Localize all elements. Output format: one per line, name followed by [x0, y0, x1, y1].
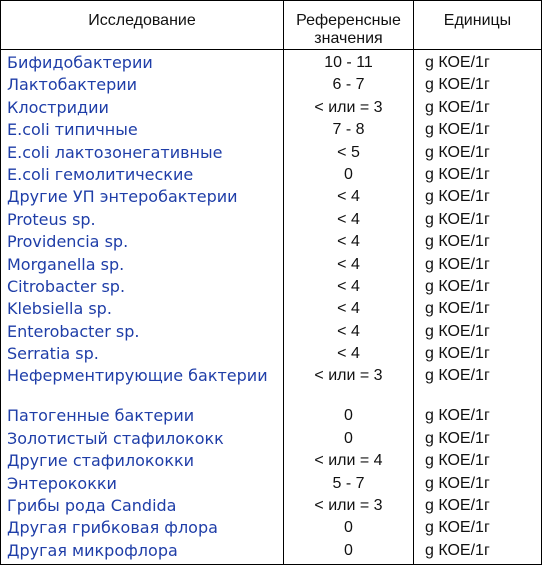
header-study: Исследование: [88, 12, 196, 29]
row-name: E.coli гемолитические: [7, 164, 194, 184]
row-name: Энтерококки: [7, 473, 117, 493]
row-unit: g КОЕ/1г: [425, 474, 490, 492]
row-reference-value: < 4: [337, 188, 360, 206]
row-reference-value: < 4: [337, 300, 360, 318]
row-name: Неферментирующие бактерии: [7, 366, 268, 386]
row-name: Serratia sp.: [7, 344, 99, 364]
table-row: [1, 165, 541, 187]
row-unit: g КОЕ/1г: [425, 165, 490, 183]
table-row: [1, 53, 541, 75]
row-name: Золотистый стафилококк: [7, 428, 224, 448]
row-reference-value: < 4: [337, 255, 360, 273]
table-row: [1, 210, 541, 232]
row-name: Другая микрофлора: [7, 540, 178, 560]
row-name: Лактобактерии: [7, 75, 138, 95]
row-name: Citrobacter sp.: [7, 276, 126, 296]
row-name: Другие стафилококки: [7, 451, 195, 471]
row-name: Klebsiella sp.: [7, 299, 112, 319]
row-name: Другие УП энтеробактерии: [7, 187, 238, 207]
row-reference-value: 7 - 8: [332, 121, 365, 139]
row-name: Патогенные бактерии: [7, 406, 195, 426]
table-row: [1, 187, 541, 209]
table-row: [1, 541, 541, 563]
row-unit: g КОЕ/1г: [425, 367, 490, 385]
row-reference-value: 0: [344, 407, 353, 425]
row-unit: g КОЕ/1г: [425, 322, 490, 340]
table-row: [1, 277, 541, 299]
row-name: E.coli лактозонегативные: [7, 142, 223, 162]
table-row: [1, 322, 541, 344]
table-header: [1, 1, 541, 50]
row-unit: g КОЕ/1г: [425, 210, 490, 228]
table-row: [1, 451, 541, 473]
table-row: [1, 429, 541, 451]
row-unit: g КОЕ/1г: [425, 429, 490, 447]
table-row: [1, 496, 541, 518]
row-unit: g КОЕ/1г: [425, 345, 490, 363]
row-name: Клостридии: [7, 97, 109, 117]
row-reference-value: < или = 4: [314, 452, 383, 470]
table-row: [1, 406, 541, 428]
row-reference-value: 0: [344, 429, 353, 447]
table-row: [1, 98, 541, 120]
table-row: [1, 299, 541, 321]
row-name: Бифидобактерии: [7, 53, 153, 72]
row-name: Enterobacter sp.: [7, 321, 140, 341]
row-reference-value: 10 - 11: [324, 54, 373, 71]
table-row: [1, 474, 541, 496]
row-reference-value: < 5: [337, 143, 360, 161]
table-row: [1, 143, 541, 165]
row-name: Morganella sp.: [7, 254, 125, 274]
row-reference-value: < или = 3: [314, 98, 383, 116]
row-name: Другая грибковая флора: [7, 518, 218, 538]
row-reference-value: < 4: [337, 210, 360, 228]
row-reference-value: < 4: [337, 277, 360, 295]
row-reference-value: < 4: [337, 322, 360, 340]
row-unit: g КОЕ/1г: [425, 541, 490, 559]
table-row: [1, 518, 541, 540]
row-reference-value: 0: [344, 519, 353, 537]
row-reference-value: 0: [344, 165, 353, 183]
table-row: [1, 232, 541, 254]
row-unit: g КОЕ/1г: [425, 98, 490, 116]
header-reference: Референсные значения: [283, 1, 413, 49]
row-unit: g КОЕ/1г: [425, 143, 490, 161]
row-reference-value: 0: [344, 541, 353, 559]
row-unit: g КОЕ/1г: [425, 519, 490, 537]
row-name: Грибы рода Candida: [7, 496, 177, 516]
row-unit: g КОЕ/1г: [425, 54, 490, 71]
row-unit: g КОЕ/1г: [425, 497, 490, 515]
row-unit: g КОЕ/1г: [425, 233, 490, 251]
row-unit: g КОЕ/1г: [425, 277, 490, 295]
row-unit: g КОЕ/1г: [425, 255, 490, 273]
table-row: [1, 120, 541, 142]
row-reference-value: 6 - 7: [332, 76, 365, 94]
row-unit: g КОЕ/1г: [425, 121, 490, 139]
header-units: Единицы: [413, 1, 541, 49]
row-name: E.coli типичные: [7, 120, 138, 140]
row-reference-value: < или = 3: [314, 367, 383, 385]
table-row: [1, 75, 541, 97]
row-reference-value: < или = 3: [314, 497, 383, 515]
row-unit: g КОЕ/1г: [425, 76, 490, 94]
row-unit: g КОЕ/1г: [425, 407, 490, 425]
row-reference-value: < 4: [337, 345, 360, 363]
row-reference-value: < 4: [337, 233, 360, 251]
row-unit: g КОЕ/1г: [425, 188, 490, 206]
row-unit: g КОЕ/1г: [425, 300, 490, 318]
table-body: [1, 53, 541, 563]
row-name: Proteus sp.: [7, 209, 96, 229]
table-row: [1, 255, 541, 277]
row-unit: g КОЕ/1г: [425, 452, 490, 470]
row-reference-value: 5 - 7: [332, 474, 365, 492]
row-name: Providencia sp.: [7, 232, 129, 252]
table-row: [1, 366, 541, 406]
table-row: [1, 344, 541, 366]
